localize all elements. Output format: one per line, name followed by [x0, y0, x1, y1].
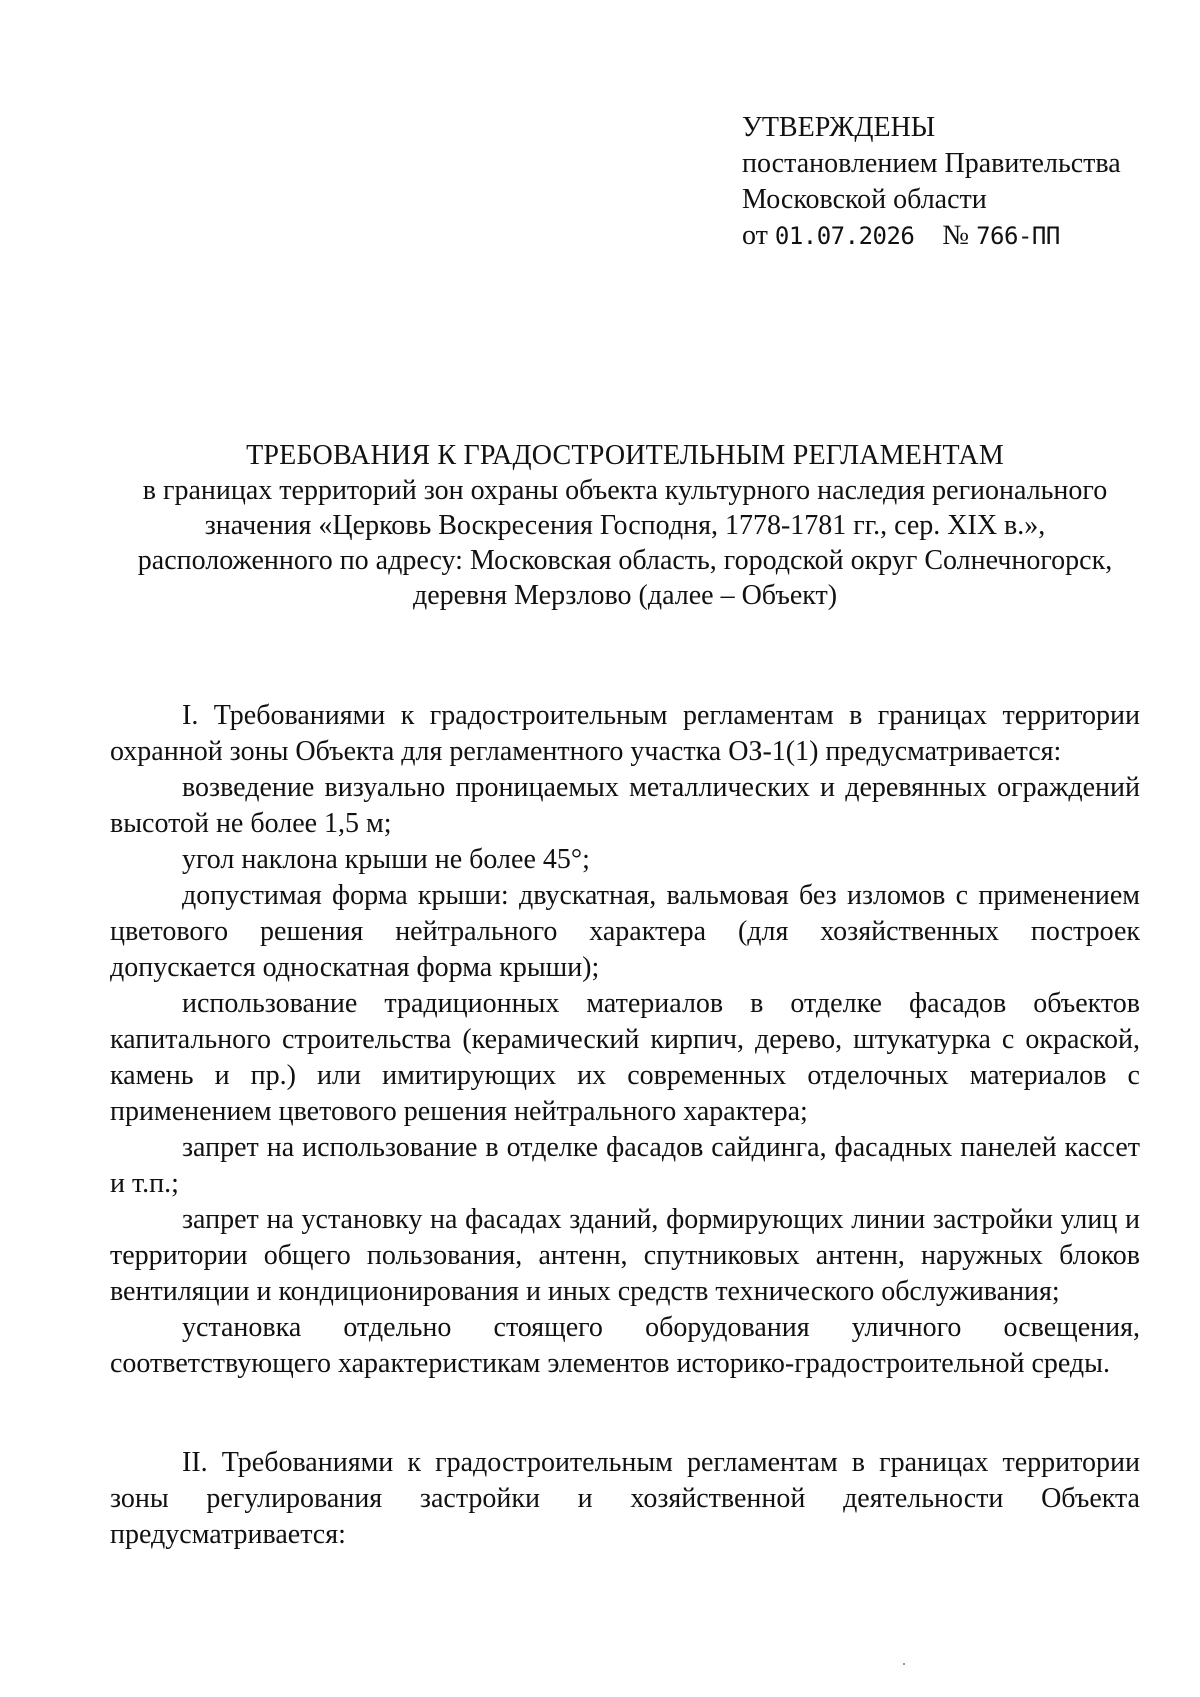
approval-line-1: постановлением Правительства: [742, 148, 1121, 179]
approval-date: 01.07.2026: [774, 222, 915, 250]
section-1-item: использование традиционных материалов в отделке фасадов объектов капитального строительства (керамический кирпич, дерево, штукатурка с окраской, камень и пр.) или имитирующих их современных отделочных материалов с применением цветового решения нейтрального характера;: [110, 988, 1140, 1127]
header-line-1: в границах территорий зон охраны объекта культурного наследия регионального: [142, 475, 1108, 506]
section-1-item: запрет на установку на фасадах зданий, формирующих линии застройки улиц и территории общего пользования, антенн, спутниковых антенн, наружных блоков вентиляции и кондиционирования и иных средств технического обслуживания;: [110, 1204, 1140, 1307]
scan-speck: [903, 1663, 905, 1665]
approval-date-line: [742, 218, 1121, 254]
section-1-item: возведение визуально проницаемых металлических и деревянных ограждений высотой не более 1,5 м;: [110, 772, 1140, 839]
header-line-2: значения «Церковь Воскресения Господня, 1778-1781 гг., сер. XIX в.»,: [204, 510, 1046, 541]
section-2: [110, 1445, 1140, 1553]
section-1-item: допустимая форма крыши: двускатная, вальмовая без изломов с применением цветового решения нейтрального характера (для хозяйственных построек допускается односкатная форма крыши);: [110, 880, 1140, 983]
header-line-4: деревня Мерзлово (далее – Объект): [412, 580, 838, 611]
document-title: ТРЕБОВАНИЯ К ГРАДОСТРОИТЕЛЬНЫМ РЕГЛАМЕНТАМ: [246, 440, 1004, 471]
header-line-3: расположенного по адресу: Московская область, городской округ Солнечногорск,: [137, 545, 1113, 576]
approval-number-prefix: №: [942, 220, 970, 251]
approval-date-prefix: от: [742, 220, 768, 251]
section-2-intro: II. Требованиями к градостроительным регламентам в границах территории зоны регулирования застройки и хозяйственной деятельности Объекта предусматривается:: [110, 1447, 1140, 1550]
approval-line-2: Московской области: [742, 184, 987, 215]
section-1-item: угол наклона крыши не более 45°;: [182, 844, 590, 875]
section-1-item: запрет на использование в отделке фасадов сайдинга, фасадных панелей кассет и т.п.;: [110, 1132, 1140, 1199]
approval-stamp: [742, 110, 1121, 254]
section-1-item: установка отдельно стоящего оборудования уличного освещения, соответствующего характеристикам элементов историко-градостроительной среды.: [110, 1312, 1140, 1379]
approval-title: УТВЕРЖДЕНЫ: [742, 112, 936, 143]
approval-number: 766-ПП: [976, 222, 1060, 250]
section-1-intro: I. Требованиями к градостроительным регламентам в границах территории охранной зоны Объекта для регламентного участка ОЗ-1(1) предусматривается:: [110, 700, 1140, 767]
document-header: [110, 438, 1140, 613]
section-1: [110, 698, 1140, 1382]
